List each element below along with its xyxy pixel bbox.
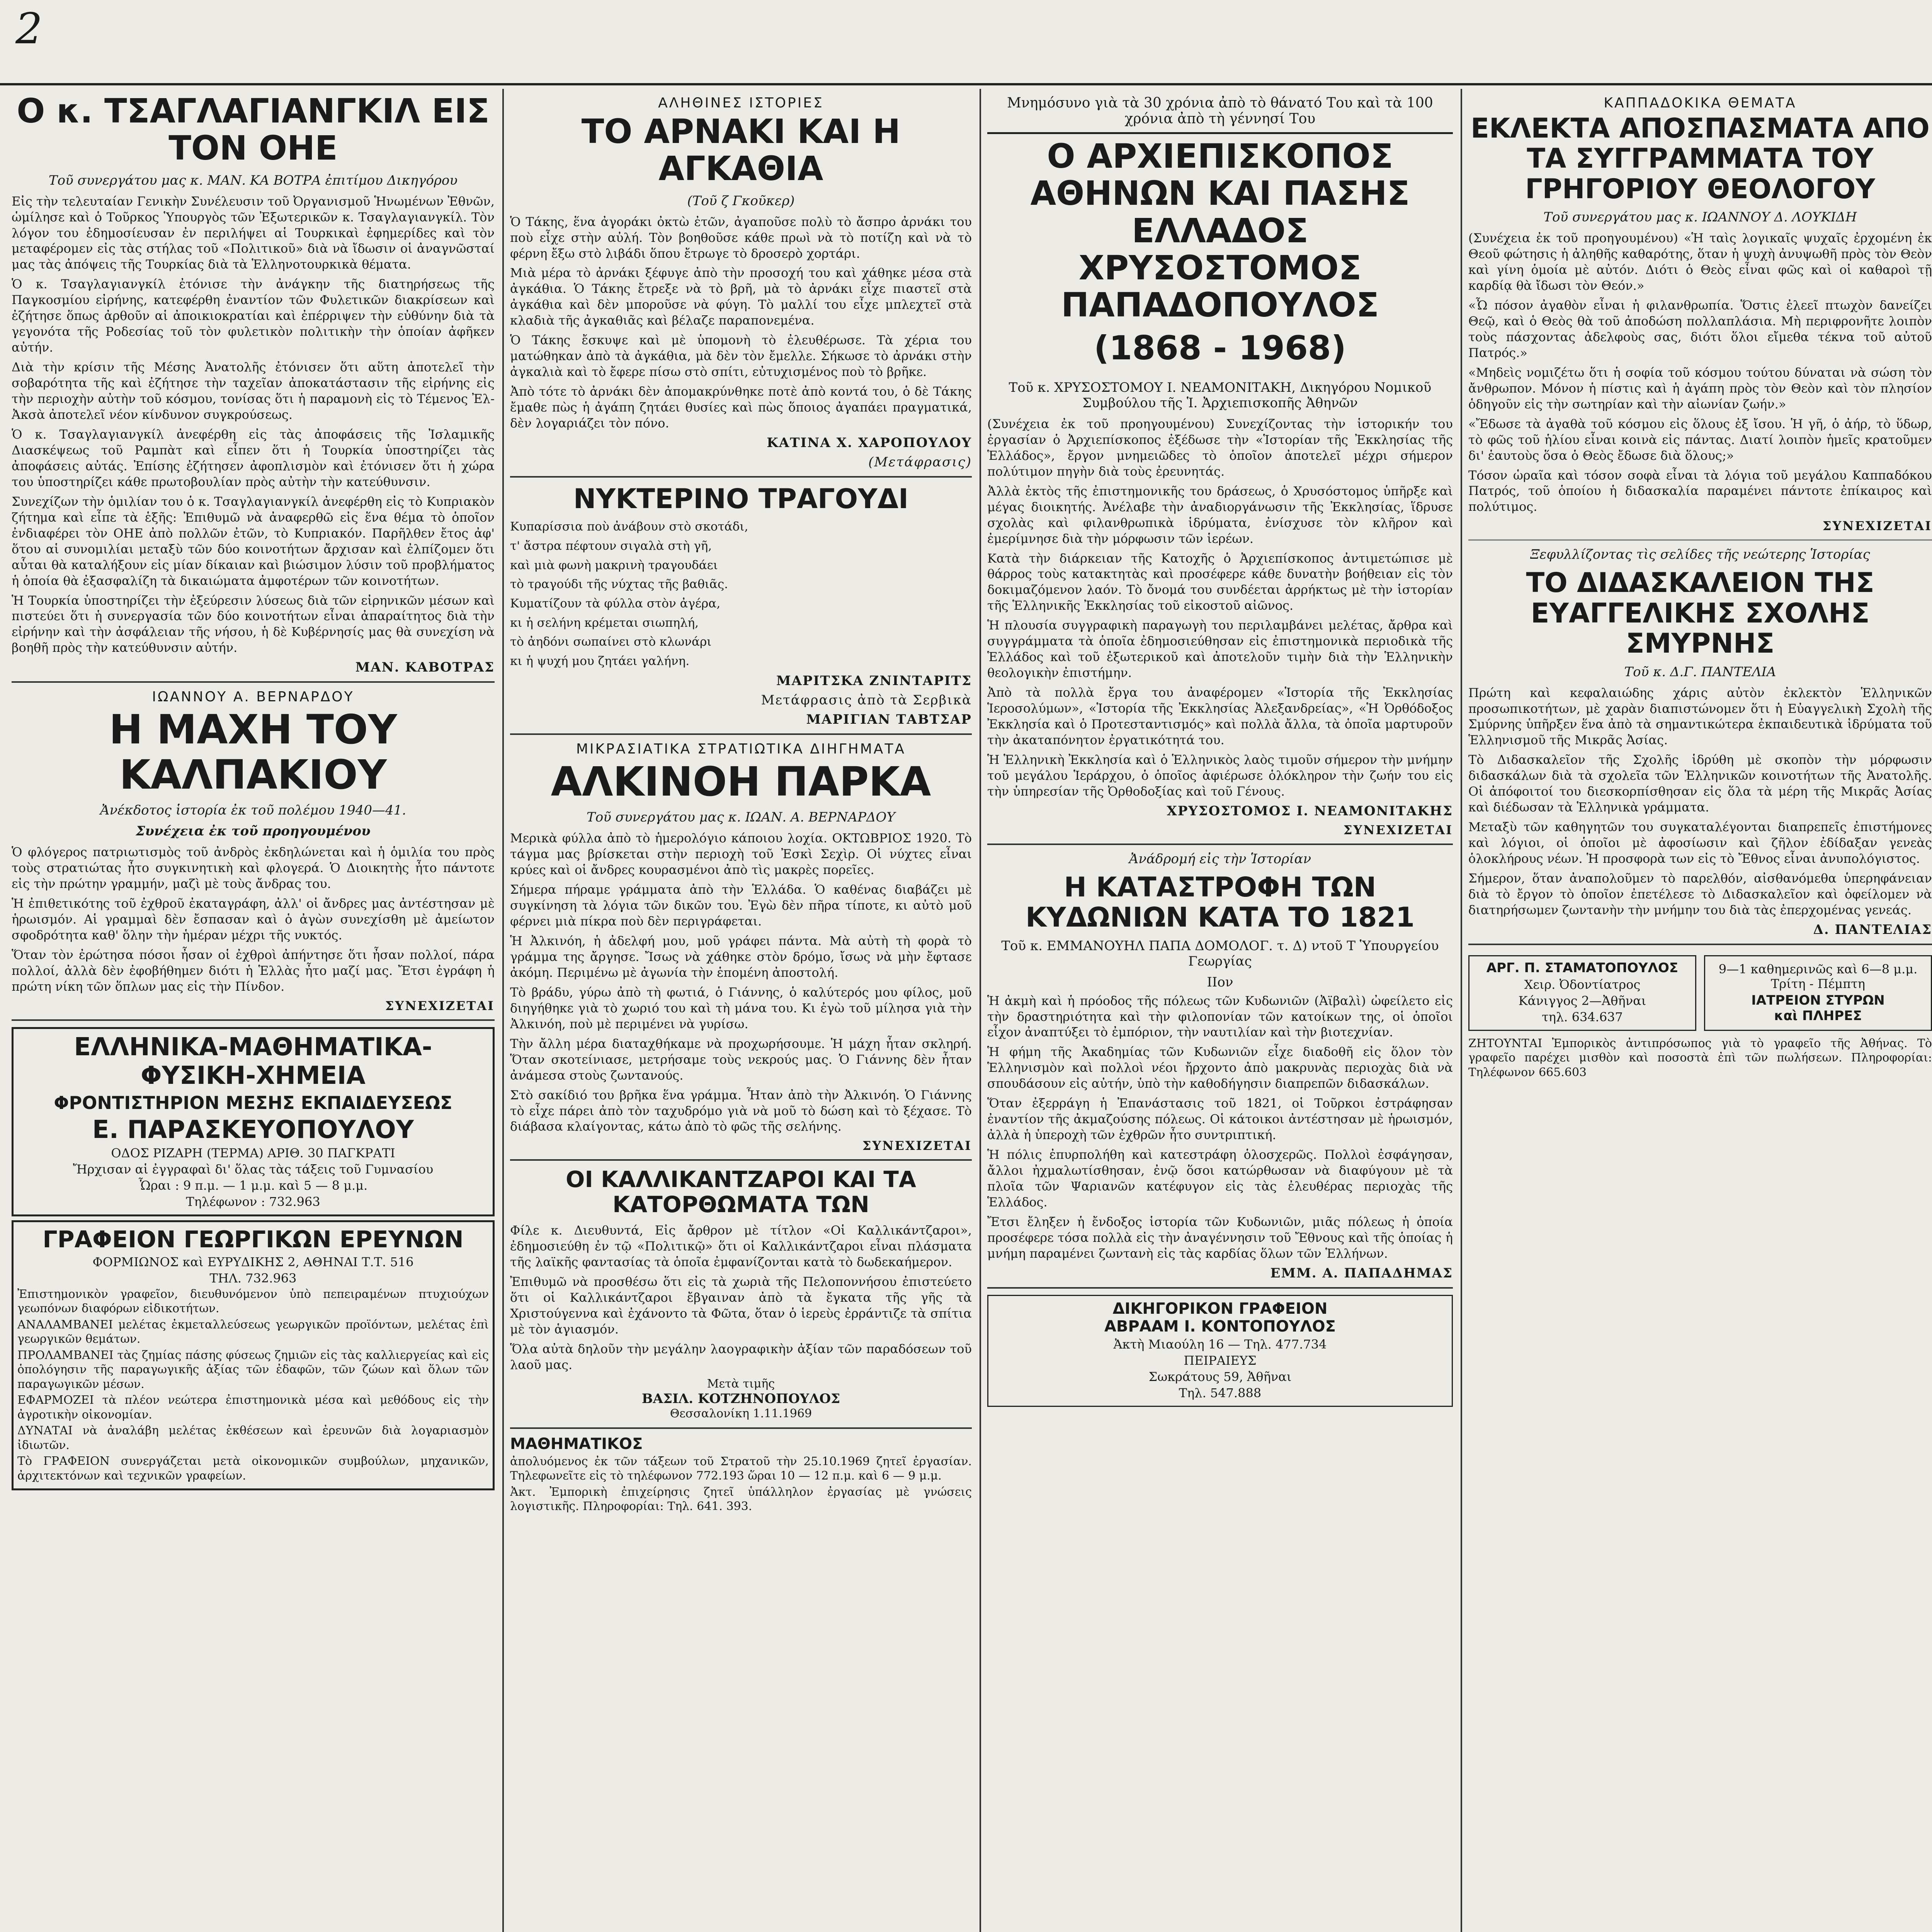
agri-ad-line: ΔΥΝΑΤΑΙ νὰ ἀναλάβη μελέτας ἐκθέσεων καὶ ἐρευνῶν διὰ λογαριασμὸν ἰδιωτῶν. <box>17 1424 489 1452</box>
poem-line: τὸ τραγούδι τῆς νύχτας τῆς βαθιᾶς. <box>510 577 728 592</box>
story-paragraph: Σήμερα πήραμε γράμματα ἀπὸ τὴν Ἑλλάδα. Ὁ καθένας διαβάζει μὲ συγκίνηση τὰ λόγια τῶν δικῶν του. Ἐγὼ δὲν πῆρα τίποτε, κι αὐτὸ μοῦ φέρνει μιὰ πίκρα ποὺ δὲν περιγράφεται. <box>510 882 972 929</box>
poem-line: Κυπαρίσσια ποὺ ἀνάβουν στὸ σκοτάδι, <box>510 520 748 534</box>
story-paragraph: Τὴν ἄλλη μέρα διαταχθήκαμε νὰ προχωρήσουμε. Ἡ μάχη ἦταν σκληρή. Ὅταν σκοτείνιασε, μετρήσαμε τοὺς νεκρούς μας. Ὁ Γιάννης δὲν ἦταν ἀνάμεσα στοὺς ζωντανούς. <box>510 1036 972 1083</box>
war-subtitle: Ἀνέκδοτος ἱστορία ἐκ τοῦ πολέμου 1940—41. <box>100 803 406 818</box>
goblins-paragraph: Φίλε κ. Διευθυντά, Εἰς ἄρθρον μὲ τίτλον «Οἱ Καλλικάντζαροι», ἐδημοσιεύθη ἐν τῷ «Πολιτικῷ» ὅτι οἱ Καλλικάντζαροι εἶναι πλάσματα τῆς λαϊκῆς φαντασίας τὰ ὁποῖα ἐμφανίζονται κατὰ τὸ δωδεκαήμερον. <box>510 1223 972 1270</box>
agri-ad-line: ΠΡΟΛΑΜΒΑΝΕΙ τὰς ζημίας πάσης φύσεως ζημιῶν εἰς τὰς καλλιεργείας καὶ εἰς ὁπολόγησιν τῆς παραγωγικῆς ἀξίας τῶν ἐδαφῶν, τῶν ζώων καὶ ὅλων τῶν παραγωγικῶν μέσων. <box>17 1348 489 1391</box>
story-kicker: ΜΙΚΡΑΣΙΑΤΙΚΑ ΣΤΡΑΤΙΩΤΙΚΑ ΔΙΗΓΗΜΑΤΑ <box>576 741 906 757</box>
agri-ad-title: ΓΡΑΦΕΙΟΝ ΓΕΩΡΓΙΚΩΝ ΕΡΕΥΝΩΝ <box>43 1226 464 1253</box>
clinic-ad-hours: 9—1 καθημερινῶς καὶ 6—8 μ.μ. Τρίτη - Πέμπτη <box>1718 961 1918 991</box>
divider <box>12 681 495 683</box>
school-byline: Τοῦ κ. Δ.Γ. ΠΑΝΤΕΛΙΑ <box>1624 664 1776 680</box>
lamb-paragraph: Ἀπὸ τότε τὸ ἀρνάκι δὲν ἀπομακρύνθηκε ποτὲ ἀπὸ κοντά του, ὁ δὲ Τάκης ἔμαθε πὼς ἡ ἀγάπη ζητάει θυσίες καὶ πὼς ὅποιος ἀγαπάει πραγματικά, δὲν λογαριάζει τὸν πόνο. <box>510 384 972 431</box>
kydonies-paragraph: Ἡ φήμη τῆς Ἀκαδημίας τῶν Κυδωνιῶν εἶχε διαδοθῆ εἰς ὅλον τὸν Ἑλληνισμὸν καὶ πολλοὶ νέοι ἤρχοντο ἀπὸ μακρυνὰς περιοχὰς διὰ νὰ σπουδάσουν εἰς αὐτήν, ὑπὸ τὴν καθοδήγησιν διαπρεπῶν διδασκάλων. <box>987 1044 1453 1091</box>
poem-translator: ΜΑΡΙΓΙΑΝ ΤΑΒΤΣΑΡ <box>806 711 972 727</box>
lamb-subtitle: (Τοῦ ζ Γκοῦκερ) <box>687 193 795 209</box>
war-continued: Συνέχεια ἐκ τοῦ προηγουμένου <box>136 823 371 839</box>
gregory-byline: Τοῦ συνεργάτου μας κ. ΙΩΑΝΝΟΥ Δ. ΛΟΥΚΙΔΗ <box>1543 209 1857 225</box>
continued-label: ΣΥΝΕΧΙΖΕΤΑΙ <box>1343 822 1453 837</box>
article-paragraph: Συνεχίζων τὴν ὁμιλίαν του ὁ κ. Τσαγλαγιανγκίλ ἀνεφέρθη εἰς τὸ Κυπριακὸν ζήτημα καὶ εἶπε τὰ ἑξῆς: Ἐπιθυμῶ νὰ ἀναφερθῶ εἰς ἕνα θέμα τὸ ὁποῖον ἐνδιαφέρει τὸν ΟΗΕ ἀπὸ πολλῶν ἐτῶν, τὸ Κυπριακόν. Παρῆλθεν ἔτος ἀφ' ὅτου αἱ συνομιλίαι μεταξὺ τῶν δύο κοινοτήτων ἄρχισαν καὶ ἐλπίζομεν ὅτι αὗται θὰ καταλήξουν εἰς μίαν δίκαιαν καὶ βιώσιμον λύσιν τοῦ προβλήματος ἡ ὁποία θὰ ἐξασφαλίζη τὰ δικαιώματα ἀμφοτέρων τῶν κοινοτήτων. <box>12 494 495 588</box>
continued-label: ΣΥΝΕΧΙΖΕΤΑΙ <box>862 1138 972 1153</box>
agri-ad-line: ΕΦΑΡΜΟΖΕΙ τὰ πλέον νεώτερα ἐπιστημονικὰ μέσα καὶ μεθόδους εἰς τὴν ἀγροτικὴν οἰκονομίαν. <box>17 1393 489 1422</box>
law-ad-city: ΠΕΙΡΑΙΕΥΣ <box>1184 1353 1257 1368</box>
kydonies-author: ΕΜΜ. Α. ΠΑΠΑΔΗΜΑΣ <box>1270 1265 1453 1281</box>
clinic-ad-sub: καὶ ΠΛΗΡΕΣ <box>1774 1008 1862 1024</box>
school-paragraph: Μεταξὺ τῶν καθηγητῶν του συγκαταλέγονται διαπρεπεῖς ἐπιστήμονες καὶ λόγιοι, οἱ ὁποῖοι μὲ ἀφοσίωσιν καὶ ζῆλον ἐδίδαξαν γενεὰς ὁλοκλήρους νέων. Ἡ προσφορὰ των εἰς τὸ Ἔθνος εἶναι ἀνυπολόγιστος. <box>1468 820 1932 866</box>
goblins-paragraph: Ἐπιθυμῶ νὰ προσθέσω ὅτι εἰς τὰ χωριὰ τῆς Πελοποννήσου ἐπιστεύετο ὅτι οἱ Καλλικάντζαροι ἔβγαιναν ἀπὸ τὰ ἔγκατα τῆς γῆς τὰ Χριστούγεννα καὶ ἐχάνοντο τὰ Φῶτα, ὅταν ὁ ἱερεὺς ἐρράντιζε τὰ σπίτια μὲ τὸν ἁγιασμόν. <box>510 1274 972 1337</box>
war-paragraph: Ὁ φλόγερος πατριωτισμὸς τοῦ ἀνδρὸς ἐκδηλώνεται καὶ ἡ ὁμιλία του πρὸς τοὺς στρατιώτας ἦτο συγκινητικὴ καὶ φλογερά. Ὁ Διοικητὴς ἦτο πάντοτε εἰς τὴν πρώτην γραμμήν, μαζὶ μὲ τοὺς ἄνδρας του. <box>12 845 495 891</box>
article-paragraph: Διὰ τὴν κρίσιν τῆς Μέσης Ἀνατολῆς ἐτόνισεν ὅτι αὕτη ἀποτελεῖ τὴν σοβαρότητα τῆς καὶ ἐζήτησε τὴν ταχεῖαν ἀποκατάστασιν τῆς εἰρήνης εἰς τὴν περιοχὴν αὐτὴν τοῦ κόσμου, τονίσας ὅτι ἡ παραμονὴ εἰς τὸ Τέμενος Ἐλ-Ἀκσὰ ἀποτελεῖ νέον κίνδυνον συγκρούσεως. <box>12 360 495 422</box>
gregory-paragraph: «Μηδεὶς νομιζέτω ὅτι ἡ σοφία τοῦ κόσμου τούτου δύναται νὰ σώση τὸν ἄνθρωπον. Μόνον ἡ πίστις καὶ ἡ ἀγάπη πρὸς τὸν Θεὸν καὶ τὸν πλησίον ὁδηγοῦν εἰς τὴν σωτηρίαν καὶ τὴν αἰωνίαν ζωήν.» <box>1468 365 1932 412</box>
school-author: Δ. ΠΑΝΤΕΛΙΑΣ <box>1813 922 1932 937</box>
goblins-closing: Μετὰ τιμῆς <box>707 1377 775 1391</box>
story-paragraph: Τὸ βράδυ, γύρω ἀπὸ τὴ φωτιά, ὁ Γιάννης, ὁ καλύτερός μου φίλος, μοῦ διηγήθηκε γιὰ τὸ χωριό του καὶ τὴ μάνα του. Κι ἐγὼ τοῦ μίλησα γιὰ τὴν Ἀλκινόη, ποὺ μὲ περιμένει νὰ γυρίσω. <box>510 985 972 1031</box>
law-ad-phone: Τηλ. 547.888 <box>1179 1385 1262 1400</box>
school-kicker: Ξεφυλλίζοντας τὶς σελίδες τῆς νεώτερης Ἱστορίας <box>1530 547 1870 563</box>
poem-line: τ' ἄστρα πέφτουν σιγαλὰ στὴ γῆ, <box>510 539 712 553</box>
article-paragraph: Ὁ κ. Τσαγλαγιανγκίλ ἀνεφέρθη εἰς τὰς ἀποφάσεις τῆς Ἰσλαμικῆς Διασκέψεως τοῦ Ραμπὰτ καὶ εἶπεν ὅτι ἡ Τουρκία ὑποστηρίζει τὰς ἀποφάσεις αὐτάς. Ἐπίσης ἐζήτησεν ἀφοπλισμὸν καὶ ἐτόνισεν ὅτι ἡ χώρα του ὑποστηρίζει κάθε πρωτοβουλίαν πρὸς αὐτὴν τὴν κατεύθυνσιν. <box>12 427 495 489</box>
gregory-paragraph: «Ἔδωσε τὰ ἀγαθὰ τοῦ κόσμου εἰς ὅλους ἐξ ἴσου. Ἡ γῆ, ὁ ἀήρ, τὸ ὕδωρ, τὸ φῶς τοῦ ἡλίου εἶναι κοινὰ εἰς πάντας. Διατί λοιπὸν ἡμεῖς κρατοῦμεν δι' ἑαυτοὺς ὅσα ὁ Θεὸς ἔδωσε διὰ ὅλους;» <box>1468 416 1932 463</box>
lamb-paragraph: Ὁ Τάκης, ἕνα ἀγοράκι ὀκτὼ ἐτῶν, ἀγαποῦσε πολὺ τὸ ἄσπρο ἀρνάκι του ποὺ εἶχε στὴν αὐλή. Τὸν βοηθοῦσε κάθε πρωὶ νὰ τὸ ποτίζη καὶ νὰ τὸ φέρνη ἔξω στὸ λιβάδι ὅπου ἔτρωγε τὸ δροσερὸ χορτάρι. <box>510 214 972 261</box>
goblins-signature: ΒΑΣΙΛ. ΚΟΤΖΗΝΟΠΟΥΛΟΣ <box>641 1391 840 1407</box>
article-title: Ο κ. ΤΣΑΓΛΑΓΙΑΝΓΚΙΛ ΕΙΣ ΤΟΝ ΟΗΕ <box>17 93 490 168</box>
law-ad-title: ΔΙΚΗΓΟΡΙΚΟΝ ΓΡΑΦΕΙΟΝ <box>1112 1299 1328 1318</box>
archbishop-paragraph: Κατὰ τὴν διάρκειαν τῆς Κατοχῆς ὁ Ἀρχιεπίσκοπος ἀντιμετώπισε μὲ θάρρος τοὺς κατακτητὰς καὶ προσέφερε κάθε δυνατὴν βοήθειαν εἰς τὸν δοκιμαζόμενον λαόν. Τὸ ὄνομά του συνδέεται ἀρρήκτως μὲ τὴν ἱστορίαν τῆς Ἑλληνικῆς Ἐκκλησίας τοῦ εἰκοστοῦ αἰῶνος. <box>987 551 1453 613</box>
kydonies-paragraph: Ἔτσι ἔληξεν ἡ ἔνδοξος ἱστορία τῶν Κυδωνιῶν, μιᾶς πόλεως ἡ ὁποία προσέφερε τόσα πολλὰ εἰς τὴν ἀναγέννησιν τοῦ Ἔθνους καὶ τῆς ὁποίας ἡ μνήμη παραμένει ζωντανὴ εἰς τὰς καρδίας ὅλων τῶν Ἑλλήνων. <box>987 1214 1453 1261</box>
classifieds-row <box>1468 951 1932 1035</box>
dentist-ad <box>1468 955 1696 1031</box>
story-paragraph: Μερικὰ φύλλα ἀπὸ τὸ ἡμερολόγιο κάποιου λοχία. ΟΚΤΩΒΡΙΟΣ 1920. Τὸ τάγμα μας βρίσκεται στὴν περιοχὴ τοῦ Ἐσκὶ Σεχὶρ. Οἱ νύχτες εἶναι κρύες καὶ οἱ ἄνδρες κουρασμένοι ἀπὸ τὶς μακρὲς πορεῖες. <box>510 831 972 878</box>
poem-line: κι ἡ ψυχή μου ζητάει γαλήνη. <box>510 654 690 668</box>
column-2 <box>510 93 972 1932</box>
archbishop-author: ΧΡΥΣΟΣΤΟΜΟΣ Ι. ΝΕΑΜΟΝΙΤΑΚΗΣ <box>1167 803 1453 819</box>
goblins-date: Θεσσαλονίκη 1.11.1969 <box>670 1407 812 1421</box>
tutoring-ad-phone: Τηλέφωνον : 732.963 <box>186 1194 320 1209</box>
gregory-paragraph: «Ὦ πόσον ἀγαθὸν εἶναι ἡ φιλανθρωπία. Ὅστις ἐλεεῖ πτωχὸν δανείζει Θεῷ, καὶ ὁ Θεὸς θὰ τοῦ ἀποδώση πολλαπλάσια. Μὴ περιφρονῆτε λοιπὸν τοὺς πάσχοντας ἀδελφοὺς σας, διότι ὅλοι εἴμεθα τέκνα τοῦ αὐτοῦ Πατρός.» <box>1468 298 1932 360</box>
tutoring-ad-subtitle: ΦΡΟΝΤΙΣΤΗΡΙΟΝ ΜΕΣΗΣ ΕΚΠΑΙΔΕΥΣΕΩΣ <box>54 1092 452 1113</box>
gregory-paragraph: (Συνέχεια ἐκ τοῦ προηγουμένου) «Ἡ ταὶς λογικαῖς ψυχαῖς ἐρχομένη ἐκ Θεοῦ φώτησις ἡ ἀληθῆς καθαρότης, ὅταν ἡ ψυχὴ ἀνυψωθῆ πρὸς τὸν Θεὸν καὶ γίνη ὁμοία μὲ αὐτόν. Διότι ὁ Θεὸς εἶναι φῶς καὶ οἱ καθαροὶ τῇ καρδίᾳ θὰ ἴδωσι τὸν Θεόν.» <box>1468 231 1932 293</box>
cappadocia-kicker: ΚΑΠΠΑΔΟΚΙΚΑ ΘΕΜΑΤΑ <box>1604 95 1797 111</box>
divider <box>987 844 1453 845</box>
math-ad-text: ἀπολυόμενος ἐκ τῶν τάξεων τοῦ Στρατοῦ τὴν 25.10.1969 ζητεῖ ἐργασίαν. Τηλεφωνεῖτε εἰς τὸ τηλέφωνον 772.193 ὥραι 10 — 12 π.μ. καὶ 6 — 9 μ.μ. <box>510 1454 972 1483</box>
stories-kicker: ΑΛΗΘΙΝΕΣ ΙΣΤΟΡΙΕΣ <box>658 95 824 111</box>
lamb-author-note: (Μετάφρασις) <box>868 454 972 470</box>
poem-author: ΜΑΡΙΤΣΚΑ ΖΝΙΝΤΑΡΙΤΣ <box>776 673 972 689</box>
clinic-ad-name: ΙΑΤΡΕΙΟΝ ΣΤΥΡΩΝ <box>1751 992 1885 1008</box>
school-paragraph: Σήμερον, ὅταν ἀναπολοῦμεν τὸ παρελθόν, αἰσθανόμεθα ὑπερηφάνειαν διὰ τὸ ἔργον τὸ ὁποῖον ἐπετέλεσε τὸ Διδασκαλεῖον καὶ ὀφείλομεν νὰ διατηρήσωμεν ζωντανὴν τὴν μνήμην του διὰ τὰς ἐπερχομένας γενεάς. <box>1468 871 1932 917</box>
job-ad-text: ΖΗΤΟΥΝΤΑΙ Ἐμπορικὸς ἀντιπρόσωπος γιὰ τὸ γραφεῖο τῆς Ἀθήνας. Τὸ γραφεῖο παρέχει μισθὸν καὶ ποσοστὰ ἐπὶ τῶν πωλήσεων. Πληροφορίαι: Τηλέφωνον 665.603 <box>1468 1036 1932 1079</box>
kydonies-kicker: Ἀνάδρομή εἰς τὴν Ἱστορίαν <box>1129 851 1311 867</box>
agri-ad-address: ΦΟΡΜΙΩΝΟΣ καὶ ΕΥΡΥΔΙΚΗΣ 2, ΑΘΗΝΑΙ Τ.Τ. 516 <box>92 1254 414 1269</box>
law-ad-address-2: Σωκράτους 59, Ἀθῆναι <box>1148 1369 1292 1384</box>
divider <box>987 1287 1453 1289</box>
continued-label: ΣΥΝΕΧΙΖΕΤΑΙ <box>385 998 495 1013</box>
story-byline: Τοῦ συνεργάτου μας κ. ΙΩΑΝ. Α. ΒΕΡΝΑΡΔΟΥ <box>587 810 895 825</box>
top-rule <box>0 83 1932 85</box>
page-number: 2 <box>15 4 43 53</box>
article-author: ΜΑΝ. ΚΑΒΟΤΡΑΣ <box>355 660 495 675</box>
divider <box>510 1159 972 1161</box>
continued-label: ΣΥΝΕΧΙΖΕΤΑΙ <box>1822 519 1932 534</box>
school-title: ΤΟ ΔΙΔΑΣΚΑΛΕΙΟΝ ΤΗΣ ΕΥΑΓΓΕΛΙΚΗΣ ΣΧΟΛΗΣ ΣΜΥΡΝΗΣ <box>1526 567 1874 660</box>
war-kicker: ΙΩΑΝΝΟΥ Α. ΒΕΡΝΑΡΔΟΥ <box>152 689 354 705</box>
dentist-ad-name: ΑΡΓ. Π. ΣΤΑΜΑΤΟΠΟΥΛΟΣ <box>1486 960 1679 976</box>
dentist-ad-phone: τηλ. 634.637 <box>1542 1009 1623 1024</box>
kydonies-title: Η ΚΑΤΑΣΤΡΟΦΗ ΤΩΝ ΚΥΔΩΝΙΩΝ ΚΑΤΑ ΤΟ 1821 <box>1026 871 1415 934</box>
poem-line: καὶ μιὰ φωνὴ μακρινὴ τραγουδάει <box>510 558 718 572</box>
tutoring-ad-hours: Ὧραι : 9 π.μ. — 1 μ.μ. καὶ 5 — 8 μ.μ. <box>138 1178 368 1193</box>
lamb-paragraph: Ὁ Τάκης ἔσκυψε καὶ μὲ ὑπομονὴ τὸ ἐλευθέρωσε. Τὰ χέρια του ματώθηκαν ἀπὸ τὰ ἀγκάθια, μὰ δὲν τὸν ἔμελλε. Σήκωσε τὸ ἀρνάκι στὴν ἀγκαλιὰ καὶ τὸ ἔφερε πίσω στὸ σπίτι, εὐτυχισμένος ποὺ τὸ βρῆκε. <box>510 333 972 379</box>
archbishop-paragraph: Ἡ Ἑλληνικὴ Ἐκκλησία καὶ ὁ Ἑλληνικὸς λαὸς τιμοῦν σήμερον τὴν μνήμην τοῦ μεγάλου Ἱεράρχου, ὁ ὁποῖος ἀφιέρωσε ὁλόκληρον τὴν ζωήν του εἰς τὴν ὑπηρεσίαν τῆς Ὀρθοδοξίας καὶ τοῦ Γένους. <box>987 752 1453 799</box>
clinic-ad <box>1704 955 1932 1031</box>
memorial-kicker: Μνημόσυνο γιὰ τὰ 30 χρόνια ἀπὸ τὸ θάνατό Του καὶ τὰ 100 χρόνια ἀπὸ τὴ γέννησί Του <box>1007 95 1433 127</box>
goblins-title: ΟΙ ΚΑΛΛΙΚΑΝΤΖΑΡΟΙ ΚΑΙ ΤΑ ΚΑΤΟΡΘΩΜΑΤΑ ΤΩΝ <box>566 1166 916 1218</box>
divider <box>1468 539 1932 541</box>
tutoring-ad-title: ΕΛΛΗΝΙΚΑ-ΜΑΘΗΜΑΤΙΚΑ-ΦΥΣΙΚΗ-ΧΗΜΕΙΑ <box>74 1032 432 1090</box>
agri-ad-line: ΑΝΑΛΑΜΒΑΝΕΙ μελέτας ἐκμεταλλεύσεως γεωργικῶν προϊόντων, μελέτας ἐπὶ γεωργικῶν θεμάτων. <box>17 1318 489 1346</box>
gregory-title: ΕΚΛΕΚΤΑ ΑΠΟΣΠΑΣΜΑΤΑ ΑΠΟ ΤΑ ΣΥΓΓΡΑΜΜΑΤΑ ΤΟΥ ΓΡΗΓΟΡΙΟΥ ΘΕΟΛΟΓΟΥ <box>1471 112 1930 205</box>
article-paragraph: Ὁ κ. Τσαγλαγιανγκίλ ἐτόνισε τὴν ἀνάγκην τῆς διατηρήσεως τῆς Παγκοσμίου εἰρήνης, κατεφέρθη ἐναντίον τῶν Φυλετικῶν διακρίσεων καὶ ἐζήτησε ὅπως ἀρθοῦν αἱ ἀποικιοκρατίαι καὶ ἐπέρριψεν τὴν εὐθύνην διὰ τὰ γεγονότα τῆς Ροδεσίας τοῦ τὸν φυλετικὸν πολιτικὴν τὴν ὁποίαν ἀφῆκεν αὐτήν. <box>12 277 495 355</box>
archbishop-paragraph: (Συνέχεια ἐκ τοῦ προηγουμένου) Συνεχίζοντας τὴν ἱστορικήν του ἐργασίαν ὁ Ἀρχιεπίσκοπος ἐξέδωσε τὴν «Ἱστορίαν τῆς Ἐκκλησίας τῆς Ἑλλάδος», ἔργον μνημειῶδες τὸ ὁποῖον ἀποτελεῖ μέχρι σήμερον πολύτιμον πηγὴν διὰ τοὺς ἐρευνητάς. <box>987 416 1453 479</box>
divider <box>12 1019 495 1021</box>
school-paragraph: Τὸ Διδασκαλεῖον τῆς Σχολῆς ἱδρύθη μὲ σκοπὸν τὴν μόρφωσιν διδασκάλων διὰ τὰ σχολεῖα τῶν Ἑλληνικῶν κοινοτήτων τῆς Ἀνατολῆς. Οἱ ἀπόφοιτοί του διεσκορπίσθησαν εἰς ὅλα τὰ μέρη τῆς Μικρᾶς Ἀσίας καὶ διέδωσαν τὰ Ἑλληνικὰ γράμματα. <box>1468 752 1932 815</box>
war-title: Η ΜΑΧΗ ΤΟΥ ΚΑΛΠΑΚΙΟΥ <box>109 706 397 798</box>
story-paragraph: Στὸ σακίδιό του βρῆκα ἕνα γράμμα. Ἦταν ἀπὸ τὴν Ἀλκινόη. Ὁ Γιάννης τὸ εἶχε πάρει ἀπὸ τὸν ταχυδρόμο γιὰ νὰ μοῦ τὸ δώση καὶ τὸ ξέχασε. Τὸ διάβασα κλαίγοντας, κάτω ἀπὸ τὸ φῶς τῆς σελήνης. <box>510 1087 972 1134</box>
archbishop-byline: Τοῦ κ. ΧΡΥΣΟΣΤΟΜΟΥ Ι. ΝΕΑΜΟΝΙΤΑΚΗ, Δικηγόρου Νομικοῦ Συμβούλου τῆς Ἱ. Ἀρχιεπισκοπῆς Ἀθηνῶν <box>1009 379 1432 411</box>
tutoring-ad-name: Ε. ΠΑΡΑΣΚΕΥΟΠΟΥΛΟΥ <box>92 1115 414 1144</box>
archbishop-header <box>987 132 1453 376</box>
poem-line: κι ἡ σελήνη κρέμεται σιωπηλή, <box>510 616 699 630</box>
dentist-ad-address: Κάνιγγος 2—Ἀθῆναι <box>1518 993 1646 1008</box>
tutoring-ad <box>12 1027 495 1216</box>
lamb-paragraph: Μιὰ μέρα τὸ ἀρνάκι ξέφυγε ἀπὸ τὴν προσοχή του καὶ χάθηκε μέσα στὰ ἀγκάθια. Ὁ Τάκης ἔτρεξε νὰ τὸ βρῆ, μὰ τὸ ἀρνάκι εἶχε πιαστεῖ στὰ ἀγκάθια καὶ δὲν μποροῦσε νὰ φύγη. Τὸ μαλλί του εἶχε μπλεχτεῖ στὰ κλαδιὰ τῆς ἀγκαθιᾶς καὶ βέλαζε παραπονεμένα. <box>510 265 972 328</box>
archbishop-title: Ο ΑΡΧΙΕΠΙΣΚΟΠΟΣ ΑΘΗΝΩΝ ΚΑΙ ΠΑΣΗΣ ΕΛΛΑΔΟΣ ΧΡΥΣΟΣΤΟΜΟΣ ΠΑΠΑΔΟΠΟΥΛΟΣ <box>1030 137 1410 325</box>
divider <box>510 1427 972 1429</box>
lamb-title: ΤΟ ΑΡΝΑΚΙ ΚΑΙ Η ΑΓΚΑΘΙΑ <box>581 112 901 189</box>
goblins-paragraph: Ὅλα αὐτὰ δηλοῦν τὴν μεγάλην λαογραφικὴν ἀξίαν τῶν παραδόσεων τοῦ λαοῦ μας. <box>510 1341 972 1372</box>
job-ad-text: Ἀκτ. Ἐμπορικὴ ἐπιχείρησις ζητεῖ ὑπάλληλον ἐργασίας μὲ γνώσεις λογιστικῆς. Πληροφορίαι: Τηλ. 641. 393. <box>510 1485 972 1514</box>
kydonies-paragraph: Ἡ ἀκμὴ καὶ ἡ πρόοδος τῆς πόλεως τῶν Κυδωνιῶν (Ἀϊβαλὶ) ὠφείλετο εἰς τὴν δραστηριότητα καὶ τὴν φιλοπονίαν τῶν κατοίκων της, οἱ ὁποῖοι εἶχον ἀναπτύξει τὸ ἐμπόριον, τὴν ναυτιλίαν καὶ τὴν βιοτεχνίαν. <box>987 993 1453 1040</box>
war-paragraph: Ἡ ἐπιθετικότης τοῦ ἐχθροῦ ἐκαταγράφη, ἀλλ' οἱ ἄνδρες μας ἀντέστησαν μὲ ἡρωισμόν. Αἱ γραμμαὶ δὲν ἔσπασαν καὶ ὁ ἀγὼν συνεχίσθη μὲ ἀμείωτον σφοδρότητα καθ' ὅλην τὴν ἡμέραν μέχρι τῆς νυκτός. <box>12 896 495 943</box>
poem-line: τὸ ἀηδόνι σωπαίνει στὸ κλωνάρι <box>510 635 712 649</box>
article-paragraph: Ἡ Τουρκία ὑποστηρίζει τὴν ἐξεύρεσιν λύσεως διὰ τῶν εἰρηνικῶν μέσων καὶ πιστεύει ὅτι ἡ συνεργασία τῶν δύο κοινοτήτων εἶναι ἀπαραίτητος διὰ τὴν εἰρήνην καὶ τὴν ἀσφάλειαν τῆς νήσου, ἡ δὲ Κυβέρνησίς μας θὰ συνεχίση νὰ βοηθῆ πρὸς τὴν κατεύθυνσιν αὐτήν. <box>12 593 495 655</box>
divider <box>1468 944 1932 945</box>
column-rule-2 <box>980 89 981 1932</box>
article-byline: Τοῦ συνεργάτου μας κ. ΜΑΝ. ΚΑ ΒΟΤΡΑ ἐπιτίμου Δικηγόρου <box>48 172 458 188</box>
divider <box>510 476 972 478</box>
column-4 <box>1468 93 1932 1932</box>
agri-office-ad <box>12 1220 495 1491</box>
poem-translation: Μετάφρασις ἀπὸ τὰ Σερβικὰ <box>761 692 972 708</box>
kydonies-paragraph: Ἡ πόλις ἐπυρπολήθη καὶ κατεστράφη ὁλοσχερῶς. Πολλοὶ ἐσφάγησαν, ἄλλοι ἠχμαλωτίσθησαν, ἐνῷ ὅσοι κατώρθωσαν νὰ διαφύγουν μὲ τὰ πλοῖα τῶν Ψαριανῶν κατέφυγον εἰς τὰς ἐλευθέρας περιοχὰς τῆς Ἑλλάδος. <box>987 1147 1453 1210</box>
agri-ad-line: Τὸ ΓΡΑΦΕΙΟΝ συνεργάζεται μετὰ οἰκονομικῶν συμβούλων, μηχανικῶν, ἀρχιτεκτόνων καὶ τεχνικῶν γραφείων. <box>17 1454 489 1483</box>
math-ad-title: ΜΑΘΗΜΑΤΙΚΟΣ <box>510 1435 643 1453</box>
school-paragraph: Πρώτη καὶ κεφαλαιώδης χάρις αὐτὸν ἐκλεκτὸν Ἑλληνικῶν προσωπικοτήτων, μὲ χαρὰν διαπιστώνομεν ὅτι ἡ Εὐαγγελικὴ Σχολὴ τῆς Σμύρνης ὑπῆρξεν ἕνα ἀπὸ τὰ σημαντικώτερα ἐκπαιδευτικὰ ἱδρύματα τοῦ Ἑλληνισμοῦ τῆς Μικρᾶς Ἀσίας. <box>1468 685 1932 748</box>
poem-title: ΝΥΚΤΕΡΙΝΟ ΤΡΑΓΟΥΔΙ <box>573 483 909 515</box>
agri-ad-phone: ΤΗΛ. 732.963 <box>209 1270 297 1286</box>
column-3 <box>987 93 1453 1932</box>
divider <box>510 733 972 735</box>
kydonies-byline: Τοῦ κ. ΕΜΜΑΝΟΥΗΛ ΠΑΠΑ ΔΟΜΟΛΟΓ. τ. Δ) ντοῦ Τ Ὑπουργείου Γεωργίας <box>1001 938 1439 969</box>
archbishop-paragraph: Ἀλλὰ ἐκτὸς τῆς ἐπιστημονικῆς του δράσεως, ὁ Χρυσόστομος ὑπῆρξε καὶ μέγας διοικητής. Ἀνέλαβε τὴν ἀναδιοργάνωσιν τῆς Ἐκκλησίας, ἵδρυσε σχολὰς καὶ φιλανθρωπικὰ ἱδρύματα, ἐνίσχυσε τὸν κλῆρον καὶ ἐμερίμνησε διὰ τὴν μόρφωσιν τῶν ἱερέων. <box>987 483 1453 546</box>
archbishop-years: (1868 - 1968) <box>1094 328 1346 367</box>
kydonies-part: ΙΙον <box>1207 974 1233 990</box>
tutoring-ad-address: ΟΔΟΣ ΡΙΖΑΡΗ (ΤΕΡΜΑ) ΑΡΙΘ. 30 ΠΑΓΚΡΑΤΙ <box>111 1145 395 1160</box>
column-rule-1 <box>502 89 504 1932</box>
lamb-author: ΚΑΤΙΝΑ Χ. ΧΑΡΟΠΟΥΛΟΥ <box>767 435 972 451</box>
dentist-ad-title: Χειρ. Ὀδοντίατρος <box>1524 977 1641 992</box>
story-title: ΑΛΚΙΝΟΗ ΠΑΡΚΑ <box>551 758 931 805</box>
tutoring-ad-note: Ἤρχισαν αἱ ἐγγραφαὶ δι' ὅλας τὰς τάξεις τοῦ Γυμνασίου <box>73 1162 434 1177</box>
poem-line: Κυματίζουν τὰ φύλλα στὸν ἀγέρα, <box>510 597 721 611</box>
column-1 <box>12 93 495 1932</box>
agri-ad-line: Ἐπιστημονικὸν γραφεῖον, διευθυνόμενον ὑπὸ πεπειραμένων πτυχιούχων γεωπόνων διαφόρων εἰδικοτήτων. <box>17 1287 489 1316</box>
law-ad-address: Ἀκτὴ Μιαούλη 16 — Τηλ. 477.734 <box>1113 1337 1327 1352</box>
gregory-paragraph: Τόσον ὡραῖα καὶ τόσον σοφὰ εἶναι τὰ λόγια τοῦ μεγάλου Καππαδόκου Πατρός, τοῦ ὁποίου ἡ διδασκαλία παραμένει πάντοτε ἐπίκαιρος καὶ πολύτιμος. <box>1468 468 1932 514</box>
archbishop-paragraph: Ἀπὸ τὰ πολλὰ ἔργα του ἀναφέρομεν «Ἱστορία τῆς Ἐκκλησίας Ἱεροσολύμων», «Ἱστορία τῆς Ἐκκλησίας Ἀλεξανδρείας», «Ἡ Ὀρθόδοξος Ἐκκλησία καὶ ὁ Προτεσταντισμός» καὶ πολλὰ ἄλλα, τὰ ὁποῖα μαρτυροῦν τὴν ἀκαταπόνητον ἐργατικότητά του. <box>987 685 1453 747</box>
story-paragraph: Ἡ Ἀλκινόη, ἡ ἀδελφή μου, μοῦ γράφει πάντα. Μὰ αὐτὴ τὴ φορὰ τὸ γράμμα της ἄργησε. Ἴσως νὰ χάθηκε στὸν δρόμο, ἴσως νὰ μὴν ἔφτασε ἀκόμη. Περιμένω μὲ ἀγωνία τὴν ἑπομένη ἀποστολή. <box>510 933 972 980</box>
law-office-ad <box>987 1295 1453 1407</box>
article-paragraph: Εἰς τὴν τελευταίαν Γενικὴν Συνέλευσιν τοῦ Ὀργανισμοῦ Ἡνωμένων Ἐθνῶν, ὡμίλησε καὶ ὁ Τοῦρκος Ὑπουργὸς τῶν Ἐξωτερικῶν κ. Τσαγλαγιανγκίλ. Τὸν λόγον του ἐδημοσίευσαν ἐν περιλήψει αἱ Τουρκικαὶ ἐφημερίδες καὶ τὸν μεταφέρομεν εἰς τὰς στήλας τοῦ «Πολιτικοῦ» διὰ νὰ ἴδωσιν οἱ ἀναγνῶσταί μας τὰς ἀπόψεις τῆς Τουρκίας διὰ τὰ Ἑλληνοτουρκικὰ θέματα. <box>12 194 495 272</box>
archbishop-paragraph: Ἡ πλουσία συγγραφικὴ παραγωγὴ του περιλαμβάνει μελέτας, ἄρθρα καὶ συγγράμματα τὰ ὁποῖα ἐδημοσιεύθησαν εἰς ἐπιστημονικὰ περιοδικὰ τῆς Ἑλλάδος καὶ τοῦ ἐξωτερικοῦ καὶ ἀποτελοῦν τιμὴν διὰ τὴν Ἑλληνικὴν θεολογικὴν ἐπιστήμην. <box>987 618 1453 680</box>
war-paragraph: Ὅταν τὸν ἐρώτησα πόσοι ἦσαν οἱ ἐχθροὶ ἀπήντησε ὅτι ἦσαν πολλοί, πάρα πολλοί, ἀλλὰ δὲν ἐφοβήθημεν διότι ἡ Ἑλλὰς ἦτο μαζί μας. Ἔτσι ἐγράφη ἡ πρώτη νίκη τῶν ὅπλων μας εἰς τὴν Πίνδον. <box>12 947 495 994</box>
column-rule-3 <box>1461 89 1462 1932</box>
kydonies-paragraph: Ὅταν ἐξερράγη ἡ Ἐπανάστασις τοῦ 1821, οἱ Τοῦρκοι ἐστράφησαν ἐναντίον τῆς ἀκμαζούσης πόλεως. Οἱ κάτοικοι ἀντέστησαν μὲ ἡρωισμόν, ἀλλὰ ἡ ὑπεροχὴ τῶν ἐχθρῶν ἦτο συντριπτική. <box>987 1096 1453 1143</box>
law-ad-name: ΑΒΡΑΑΜ Ι. ΚΟΝΤΟΠΟΥΛΟΣ <box>1104 1317 1336 1335</box>
